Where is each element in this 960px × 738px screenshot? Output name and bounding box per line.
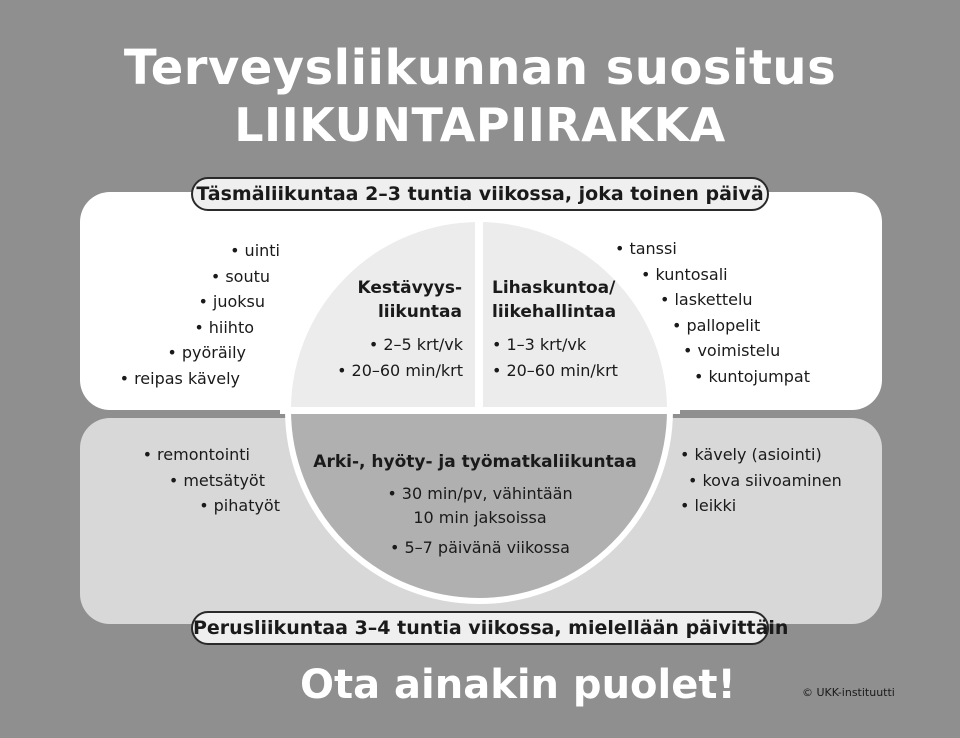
list-item: • kuntojumpat <box>694 364 810 390</box>
list-item: • uinti <box>30 238 280 264</box>
bottom-banner: Perusliikuntaa 3–4 tuntia viikossa, mielellään päivittäin <box>191 611 769 645</box>
title-line-2: LIIKUNTAPIIRAKKA <box>234 98 726 152</box>
list-item: • pallopelit <box>672 313 788 339</box>
list-item: • 1–3 krt/vk <box>492 332 618 358</box>
strength-heading <box>492 276 616 324</box>
list-item: • tanssi <box>615 236 731 262</box>
footer-slogan: Ota ainakin puolet! <box>300 662 736 708</box>
list-item: • 5–7 päivänä viikossa <box>360 536 600 560</box>
endurance-heading-line-1: Kestävyys- <box>357 278 462 298</box>
copyright: © UKK-instituutti <box>802 686 895 699</box>
list-item: • pyöräily <box>0 340 246 366</box>
everyday-details <box>360 482 600 560</box>
endurance-heading <box>340 276 462 324</box>
list-item: • remontointi <box>50 442 250 468</box>
list-item: • juoksu <box>15 289 265 315</box>
list-item: • kova siivoaminen <box>688 468 842 494</box>
top-right-activity-list <box>615 236 810 389</box>
everyday-heading: Arki-, hyöty- ja työmatkaliikuntaa <box>313 452 637 472</box>
endurance-details <box>300 332 463 384</box>
bottom-right-activity-list <box>680 442 842 519</box>
list-item: • soutu <box>20 264 270 290</box>
list-item: • 30 min/pv, vähintään <box>360 482 600 506</box>
bottom-left-activity-list <box>80 442 280 519</box>
top-left-activity-list <box>80 238 330 391</box>
strength-heading-line-1: Lihaskuntoa/ <box>492 278 616 298</box>
list-item: • 20–60 min/krt <box>300 358 463 384</box>
list-item: • reipas kävely <box>0 366 240 392</box>
list-item: • laskettelu <box>660 287 776 313</box>
list-item-continuation: 10 min jaksoissa <box>413 508 547 527</box>
endurance-heading-line-2: liikuntaa <box>377 302 462 322</box>
top-banner: Täsmäliikuntaa 2–3 tuntia viikossa, joka toinen päivä <box>191 177 769 211</box>
title-line-1: Terveysliikunnan suositus <box>123 40 837 96</box>
pie-vertical-divider <box>475 218 483 410</box>
list-item: • kävely (asiointi) <box>680 442 834 468</box>
list-item: • metsätyöt <box>65 468 265 494</box>
list-item: • voimistelu <box>683 338 799 364</box>
list-item: • pihatyöt <box>80 493 280 519</box>
strength-heading-line-2: liikehallintaa <box>492 302 617 322</box>
list-item: • leikki <box>680 493 834 519</box>
list-item: • kuntosali <box>641 262 757 288</box>
list-item: • hiihto <box>4 315 254 341</box>
list-item: • 2–5 krt/vk <box>300 332 463 358</box>
strength-details <box>492 332 618 384</box>
list-item: • 20–60 min/krt <box>492 358 618 384</box>
